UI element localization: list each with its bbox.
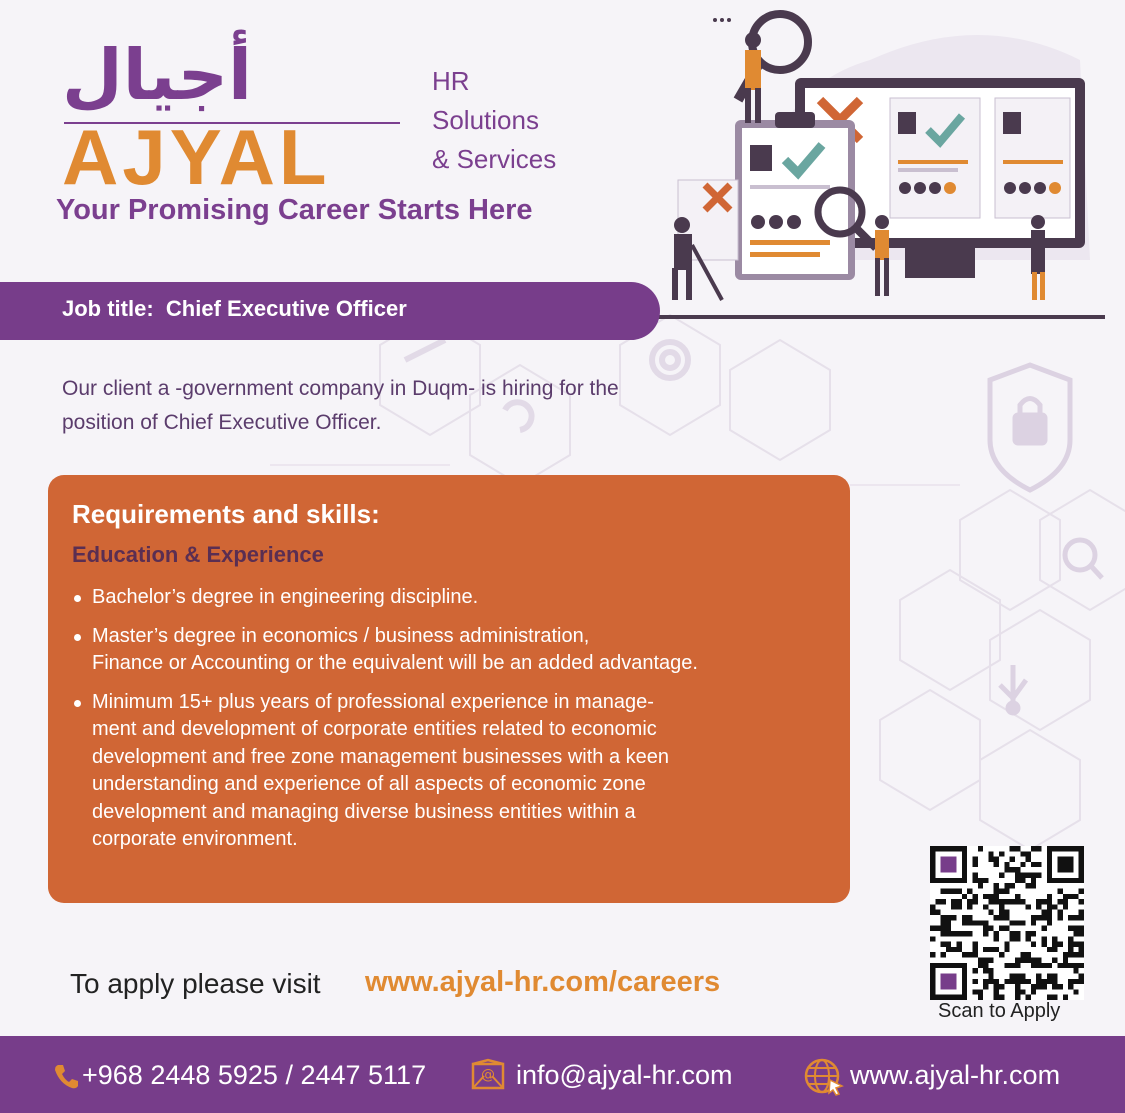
logo-arabic-name: أجيال — [62, 34, 253, 116]
intro-text — [62, 372, 762, 440]
logo-tagline — [432, 62, 556, 179]
intro-line: position of Chief Executive Officer. — [62, 411, 382, 434]
svg-text:@: @ — [481, 1067, 495, 1083]
qr-caption: Scan to Apply — [938, 1000, 1061, 1022]
resume-card-icon — [890, 98, 980, 218]
resume-card-icon — [995, 98, 1070, 218]
careers-link[interactable]: www.ajyal-hr.com/careers — [365, 966, 721, 998]
list-item-line: ment and development of corporate entities related to economic — [92, 718, 657, 740]
list-item — [72, 689, 812, 854]
globe-icon — [802, 1056, 846, 1096]
requirements-title: Requirements and skills: — [72, 499, 380, 529]
list-item-line: corporate environment. — [92, 828, 298, 850]
footer-email[interactable]: info@ajyal-hr.com — [516, 1060, 733, 1090]
email-icon — [470, 1056, 506, 1092]
footer-phone[interactable]: +968 2448 5925 / 2447 5117 — [82, 1060, 427, 1090]
list-item — [72, 623, 812, 678]
list-item-line: development and free zone management businesses with a keen — [92, 745, 670, 768]
slogan: Your Promising Career Starts Here — [56, 194, 533, 226]
logo-latin-name: AJYAL — [62, 113, 331, 201]
list-item-line: Master’s degree in economics / business administration, — [92, 624, 590, 647]
apply-text: To apply please visit — [70, 968, 321, 999]
requirements-list — [72, 584, 812, 865]
tagline-line-services: & Services — [432, 144, 557, 174]
phone-icon — [52, 1062, 80, 1090]
list-item-line: Minimum 15+ plus years of professional experience in manage- — [92, 690, 654, 713]
list-item-line: development and managing diverse business entities within a — [92, 800, 636, 823]
qr-code[interactable] — [930, 846, 1084, 1000]
list-item-line: understanding and experience of all aspects of economic zone — [92, 773, 646, 795]
tagline-line-hr: HR — [432, 66, 470, 96]
requirements-subtitle: Education & Experience — [72, 542, 324, 567]
person-icon — [745, 32, 761, 123]
job-title — [62, 296, 407, 322]
list-item — [72, 584, 812, 612]
list-item-line: Finance or Accounting or the equivalent will be an added advantage. — [92, 652, 698, 674]
intro-line: Our client a -government company in Duqm- is hiring for the — [62, 377, 619, 400]
tagline-line-solutions: Solutions — [432, 105, 539, 135]
job-title-label: Job title: — [62, 296, 154, 321]
recruitment-illustration — [650, 0, 1125, 330]
list-item-line: Bachelor’s degree in engineering discipline. — [92, 586, 479, 608]
job-title-value: Chief Executive Officer — [165, 296, 407, 321]
footer-website[interactable]: www.ajyal-hr.com — [850, 1060, 1061, 1090]
